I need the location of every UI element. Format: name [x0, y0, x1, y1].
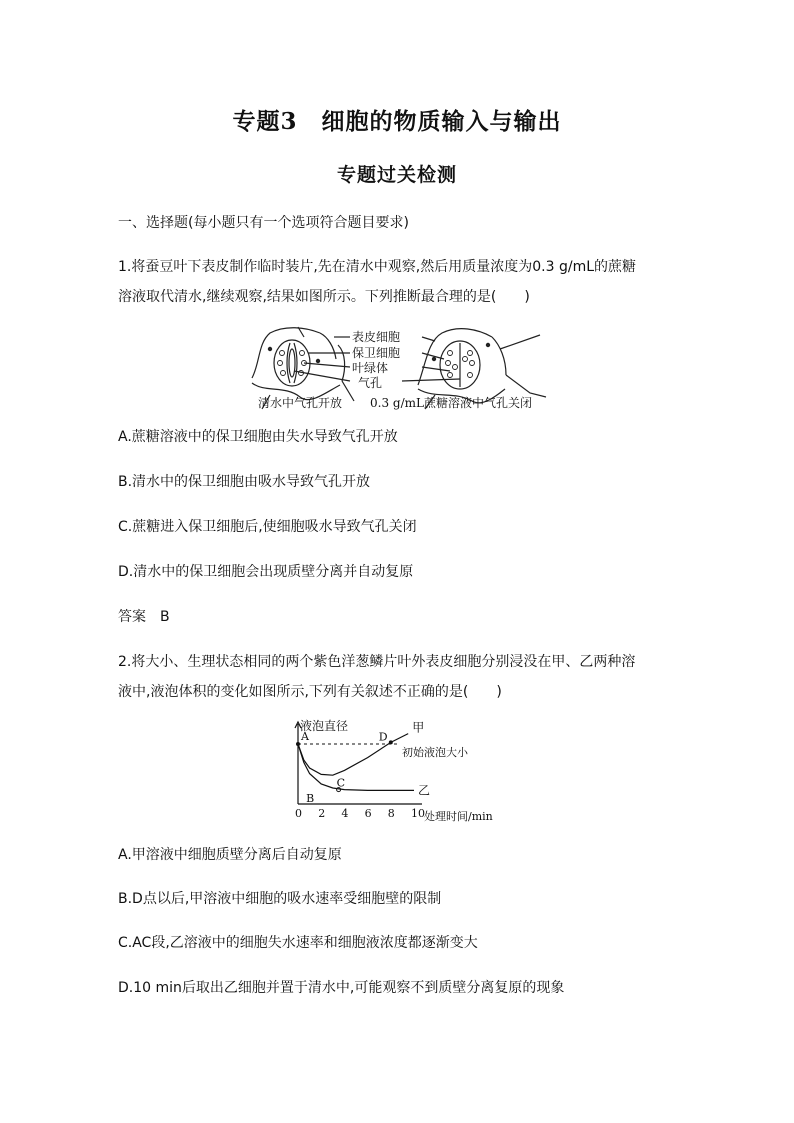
page-subtitle: 专题过关检测 — [336, 164, 457, 186]
series-label-yi: 乙 — [418, 783, 431, 798]
x-tick-label: 8 — [387, 807, 395, 820]
q1-answer: 答案 B — [118, 609, 170, 625]
x-tick-label: 6 — [364, 807, 372, 820]
x-tick-label: 4 — [341, 807, 349, 820]
series-line-jia — [298, 734, 408, 776]
point-a-label: A — [301, 730, 309, 743]
q2-option-d: D.10 min后取出乙细胞并置于清水中,可能观察不到质壁分离复原的现象 — [118, 980, 565, 996]
q1-stem-line1: 1.将蚕豆叶下表皮制作临时装片,先在清水中观察,然后用质量浓度为0.3 g/mL的蔗糖 — [118, 259, 637, 275]
point-d-marker — [389, 740, 393, 744]
vacuole-chart — [280, 718, 510, 828]
x-tick-label: 10 — [411, 807, 425, 820]
q1-option-a: A.蔗糖溶液中的保卫细胞由失水导致气孔开放 — [118, 429, 398, 445]
point-a-marker — [296, 742, 300, 746]
q1-option-c: C.蔗糖进入保卫细胞后,使细胞吸水导致气孔关闭 — [118, 519, 417, 535]
q1-option-b: B.清水中的保卫细胞由吸水导致气孔开放 — [118, 474, 371, 490]
point-c-label: C — [336, 776, 346, 790]
x-tick-label: 0 — [295, 807, 302, 820]
q2-stem-line1: 2.将大小、生理状态相同的两个紫色洋葱鳞片叶外表皮细胞分别浸没在甲、乙两种溶 — [118, 654, 636, 670]
q1-option-d: D.清水中的保卫细胞会出现质壁分离并自动复原 — [118, 564, 414, 580]
series-line-yi — [298, 744, 414, 790]
label-guard-cell: 保卫细胞 — [352, 346, 401, 360]
q2-option-a: A.甲溶液中细胞质壁分离后自动复原 — [118, 847, 342, 863]
page-title: 专题3 细胞的物质输入与输出 — [232, 108, 562, 135]
label-epidermal-cell: 表皮细胞 — [352, 330, 401, 344]
label-stoma: 气孔 — [358, 376, 383, 390]
q2-option-c: C.AC段,乙溶液中的细胞失水速率和细胞液浓度都逐渐变大 — [118, 935, 478, 951]
series-label-jia: 甲 — [412, 720, 425, 735]
x-tick-label: 2 — [318, 807, 326, 820]
point-b-label: B — [306, 792, 315, 805]
q2-option-b: B.D点以后,甲溶液中细胞的吸水速率受细胞壁的限制 — [118, 891, 442, 907]
q2-stem-line2: 液中,液泡体积的变化如图所示,下列有关叙述不正确的是( ) — [118, 684, 502, 700]
q1-stem-line2: 溶液取代清水,继续观察,结果如图所示。下列推断最合理的是( ) — [118, 289, 530, 305]
caption-right: 0.3 g/mL蔗糖溶液中气孔关闭 — [370, 396, 532, 410]
y-axis-label: 液泡直径 — [300, 719, 349, 733]
caption-left: 清水中气孔开放 — [258, 396, 343, 410]
x-axis-label: 处理时间/min — [424, 810, 493, 823]
stomata-figure — [250, 323, 550, 415]
initial-size-label: 初始液泡大小 — [402, 746, 468, 759]
point-d-label: D — [378, 730, 388, 744]
label-chloroplast: 叶绿体 — [352, 361, 389, 375]
section-heading: 一、选择题(每小题只有一个选项符合题目要求) — [118, 215, 409, 231]
